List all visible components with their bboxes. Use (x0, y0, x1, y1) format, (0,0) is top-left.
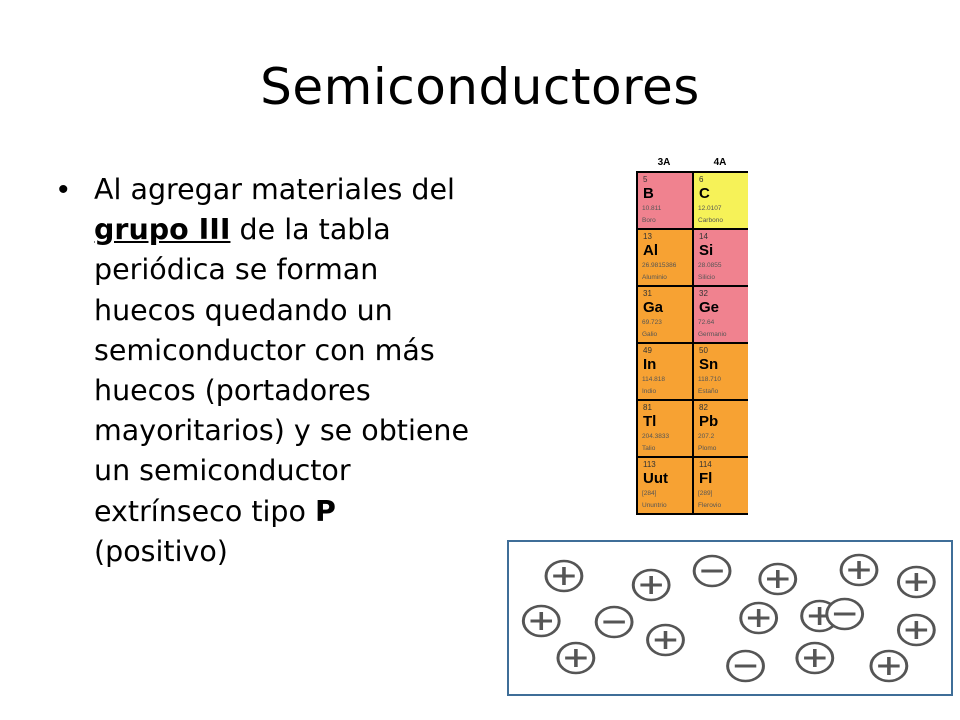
element-name: Indio (642, 388, 657, 395)
element-name: Plomo (698, 445, 717, 452)
bullet-dot: • (58, 173, 69, 206)
element-cell (694, 401, 748, 456)
element-number: 13 (643, 232, 652, 241)
element-symbol: C (699, 185, 710, 202)
element-name: Carbono (698, 217, 723, 224)
positive-hole-icon (898, 567, 934, 597)
element-number: 5 (643, 175, 648, 184)
element-name: Talio (642, 445, 656, 452)
negative-charge-icon (728, 651, 764, 681)
positive-hole-icon (871, 651, 907, 681)
positive-hole-icon (648, 625, 684, 655)
element-cell (638, 173, 692, 228)
bullet-text-part: de la tabla periódica se forman huecos quedando un semiconductor con más huecos (portadores mayoritarios) y se obtiene un semiconductor extrínseco tipo (94, 213, 470, 528)
element-cell (638, 287, 692, 342)
positive-hole-icon (898, 615, 934, 645)
element-mass: 204.3833 (642, 433, 670, 440)
element-number: 82 (699, 403, 708, 412)
element-number: 50 (699, 346, 708, 355)
element-symbol: Sn (699, 356, 719, 373)
element-mass: 72.64 (698, 319, 715, 326)
element-name: Galio (642, 331, 658, 338)
positive-hole-icon (633, 570, 669, 600)
element-cell (638, 230, 692, 285)
element-name: Boro (642, 217, 656, 224)
group-header-4a: 4A (713, 157, 727, 168)
element-number: 49 (643, 346, 652, 355)
element-number: 113 (643, 460, 656, 469)
element-cell (694, 173, 748, 228)
element-mass: 114.818 (642, 376, 666, 383)
element-symbol: Al (643, 242, 658, 259)
element-mass: 28.0855 (698, 262, 722, 269)
element-name: Ununtrio (642, 502, 667, 509)
periodic-table-header (636, 155, 748, 171)
element-name: Germanio (698, 331, 727, 338)
group-header-3a: 3A (657, 157, 671, 168)
element-name: Silicio (698, 274, 715, 281)
element-mass: 118.710 (698, 376, 722, 383)
element-cell (694, 230, 748, 285)
bold-term-p: P (315, 494, 336, 528)
periodic-table-excerpt (636, 155, 748, 515)
positive-hole-icon (523, 606, 559, 636)
bullet-text (94, 170, 474, 572)
element-symbol: Fl (699, 470, 713, 487)
element-symbol: B (643, 185, 654, 202)
element-number: 6 (699, 175, 704, 184)
hole-diagram (507, 540, 953, 696)
element-number: 114 (699, 460, 712, 469)
hole-diagram-svg (509, 542, 951, 694)
element-symbol: Pb (699, 413, 719, 430)
element-cell (694, 344, 748, 399)
positive-hole-icon (741, 603, 777, 633)
element-mass: [284] (642, 490, 657, 497)
element-name: Aluminio (642, 274, 667, 281)
bullet-text-part: Al agregar materiales del (94, 173, 455, 206)
positive-hole-icon (760, 564, 796, 594)
element-cell (638, 401, 692, 456)
element-symbol: Tl (643, 413, 657, 430)
element-name: Estaño (698, 388, 719, 395)
element-cell (638, 344, 692, 399)
periodic-table-grid (636, 171, 748, 515)
element-symbol: Uut (643, 470, 668, 487)
positive-hole-icon (546, 561, 582, 591)
bold-term-grupo: grupo III (94, 213, 231, 247)
element-cell (694, 458, 748, 513)
positive-hole-icon (797, 643, 833, 673)
element-cell (638, 458, 692, 513)
slide-title: Semiconductores (260, 58, 700, 116)
element-symbol: Si (699, 242, 714, 259)
element-mass: 69.723 (642, 319, 662, 326)
element-symbol: Ge (699, 299, 720, 316)
bullet-text-part: (positivo) (94, 534, 228, 568)
negative-charge-icon (596, 607, 632, 637)
element-mass: 207.2 (698, 433, 715, 440)
element-mass: 10.811 (642, 205, 662, 212)
element-name: Flerovio (698, 502, 722, 509)
element-number: 14 (699, 232, 708, 241)
element-mass: 26.9815386 (642, 262, 677, 269)
positive-hole-icon (558, 643, 594, 673)
element-mass: [289] (698, 490, 713, 497)
element-number: 31 (643, 289, 652, 298)
positive-hole-icon (841, 555, 877, 585)
element-number: 81 (643, 403, 652, 412)
element-symbol: In (643, 356, 657, 373)
negative-charge-icon (694, 556, 730, 586)
element-symbol: Ga (643, 299, 664, 316)
element-mass: 12.0107 (698, 205, 722, 212)
negative-charge-icon (827, 599, 863, 629)
element-number: 32 (699, 289, 708, 298)
element-cell (694, 287, 748, 342)
